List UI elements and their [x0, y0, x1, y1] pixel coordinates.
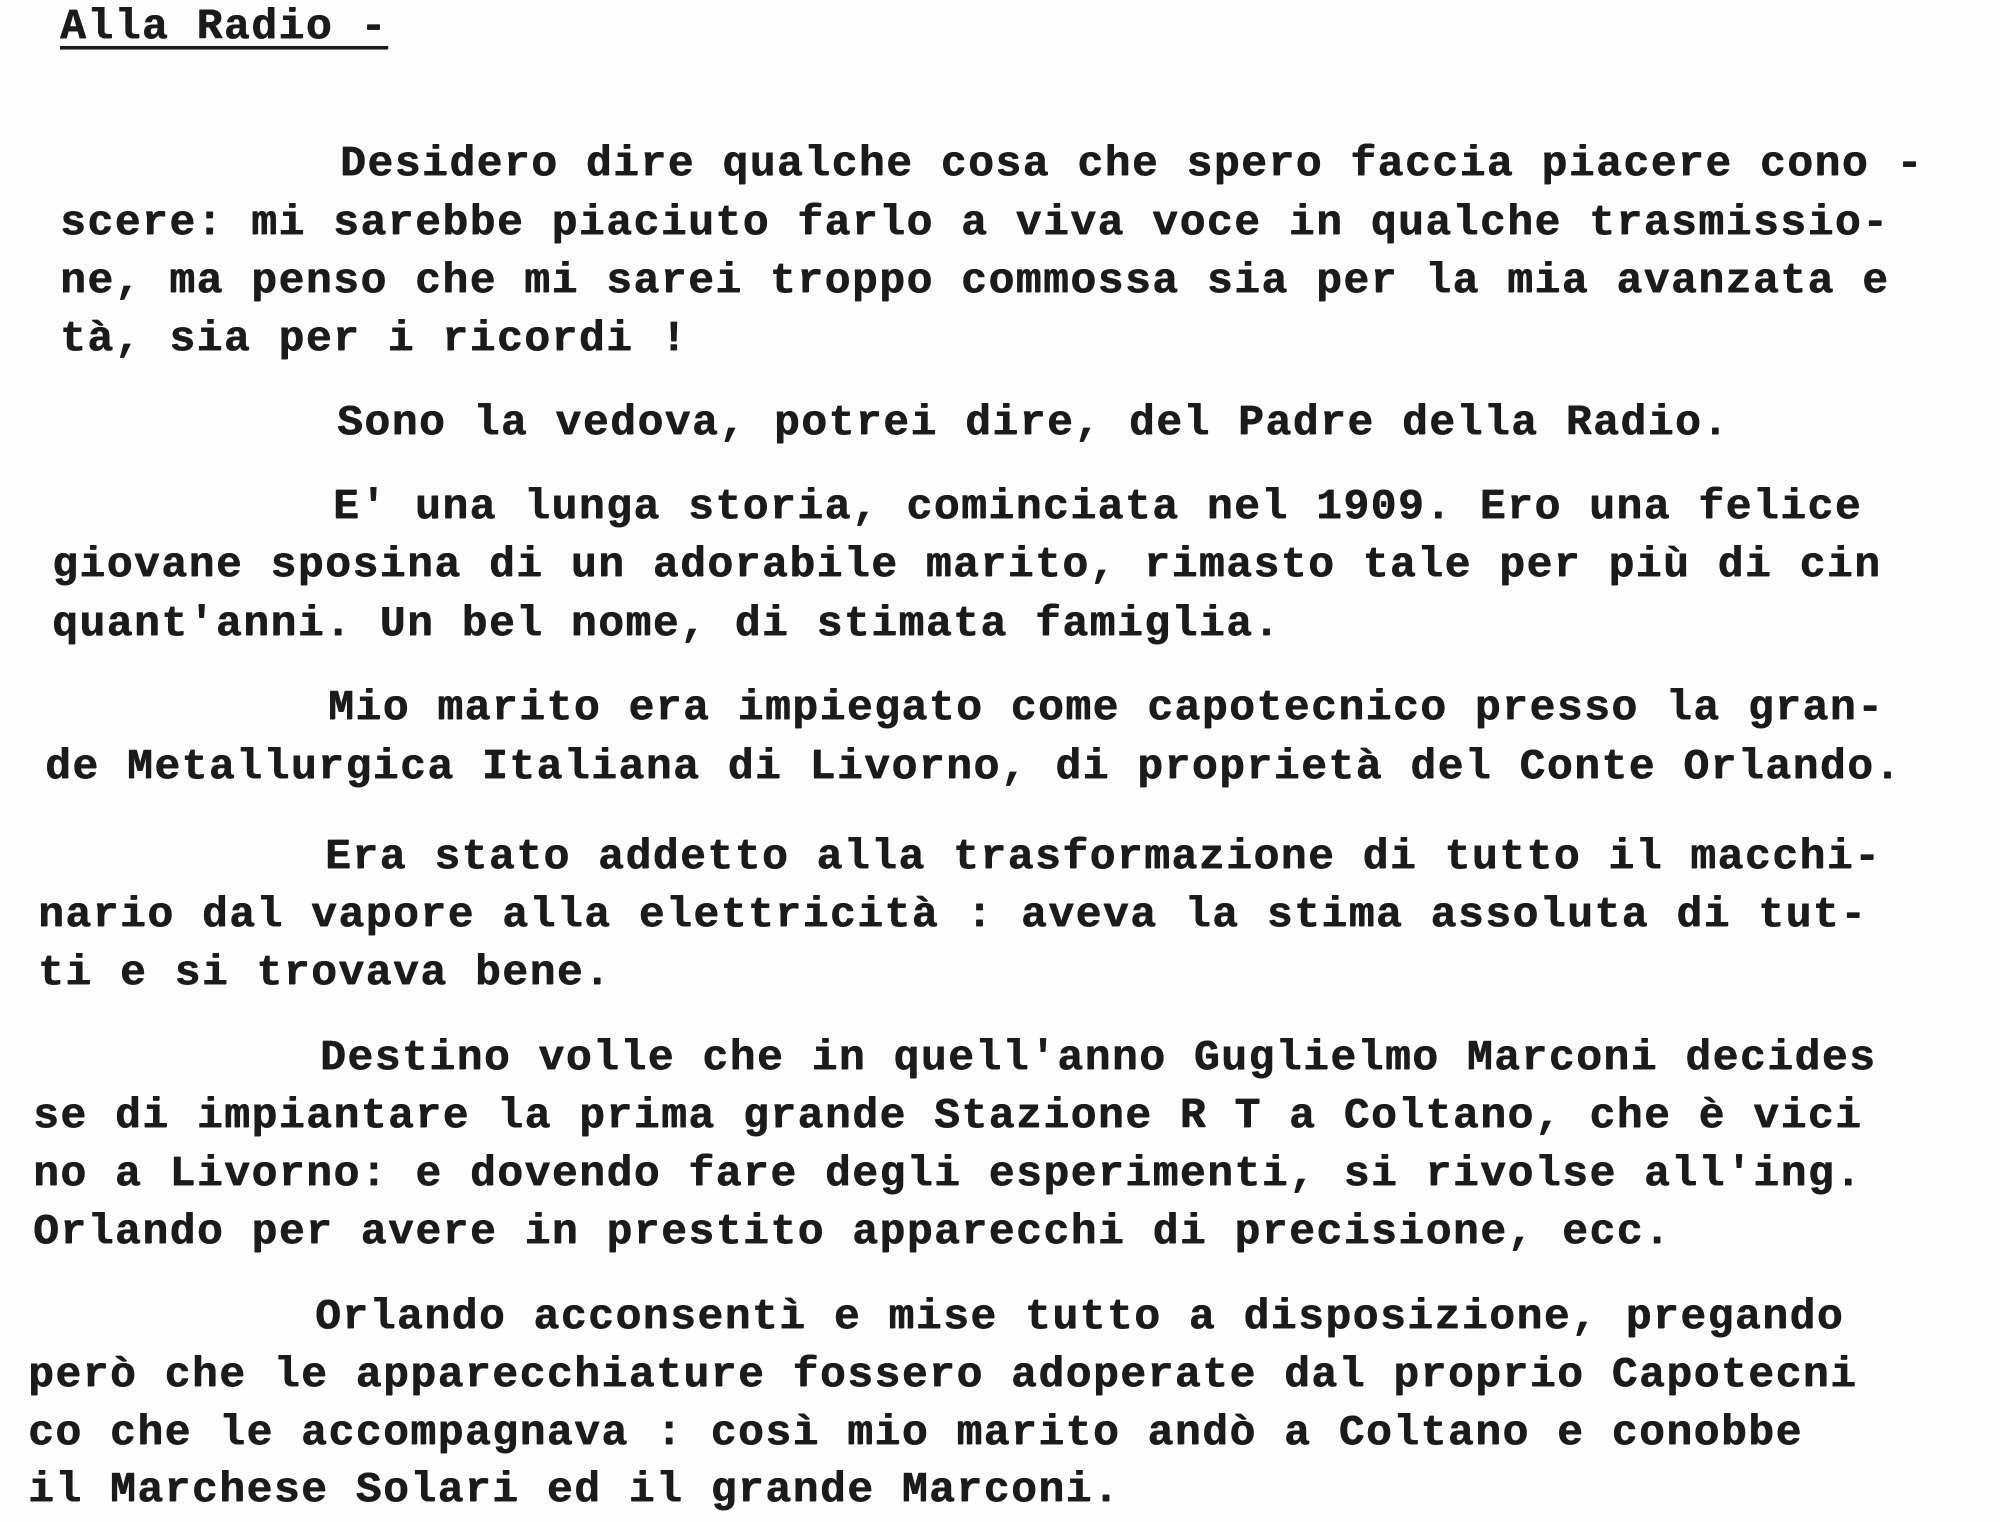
paragraph-7-line-1: Orlando acconsentì e mise tutto a disposizione, pregando	[315, 1292, 1845, 1341]
paragraph-1-line-1: Desidero dire qualche cosa che spero faccia piacere cono -	[340, 139, 1924, 188]
paragraph-6-line-1: Destino volle che in quell'anno Guglielmo Marconi decides	[320, 1033, 1877, 1082]
paragraph-1-line-2: scere: mi sarebbe piaciuto farlo a viva voce in qualche trasmissio-	[60, 198, 1890, 247]
paragraph-6-line-3: no a Livorno: e dovendo fare degli esperimenti, si rivolse all'ing.	[33, 1149, 1863, 1198]
paragraph-1-line-3: ne, ma penso che mi sarei troppo commossa sia per la mia avanzata e	[60, 256, 1890, 305]
paragraph-5-line-2: nario dal vapore alla elettricità : aveva la stima assoluta di tut-	[38, 890, 1868, 939]
paragraph-4-line-2: de Metallurgica Italiana di Livorno, di proprietà del Conte Orlando.	[45, 742, 1902, 791]
paragraph-3-line-1: E' una lunga storia, cominciata nel 1909. Ero una felice	[333, 482, 1863, 531]
paragraph-5-line-1: Era stato addetto alla trasformazione di tutto il macchi-	[325, 832, 1882, 881]
paragraph-5-line-3: ti e si trovava bene.	[38, 948, 612, 997]
paragraph-2-line-1: Sono la vedova, potrei dire, del Padre della Radio.	[337, 398, 1730, 447]
paragraph-7-line-4: il Marchese Solari ed il grande Marconi.	[28, 1465, 1121, 1514]
paragraph-3-line-2: giovane sposina di un adorabile marito, rimasto tale per più di cin	[52, 540, 1882, 589]
paragraph-3-line-3: quant'anni. Un bel nome, di stimata famiglia.	[52, 599, 1281, 648]
paragraph-1-line-4: tà, sia per i ricordi !	[60, 314, 688, 363]
paragraph-6-line-4: Orlando per avere in prestito apparecchi di precisione, ecc.	[33, 1207, 1672, 1256]
paragraph-4-line-1: Mio marito era impiegato come capotecnico presso la gran-	[328, 683, 1885, 732]
paragraph-7-line-3: co che le accompagnava : così mio marito andò a Coltano e conobbe	[28, 1408, 1803, 1457]
document-heading: Alla Radio -	[60, 2, 388, 51]
paragraph-7-line-2: però che le apparecchiature fossero adoperate dal proprio Capotecni	[28, 1350, 1858, 1399]
paragraph-6-line-2: se di impiantare la prima grande Stazione R T a Coltano, che è vici	[33, 1091, 1863, 1140]
